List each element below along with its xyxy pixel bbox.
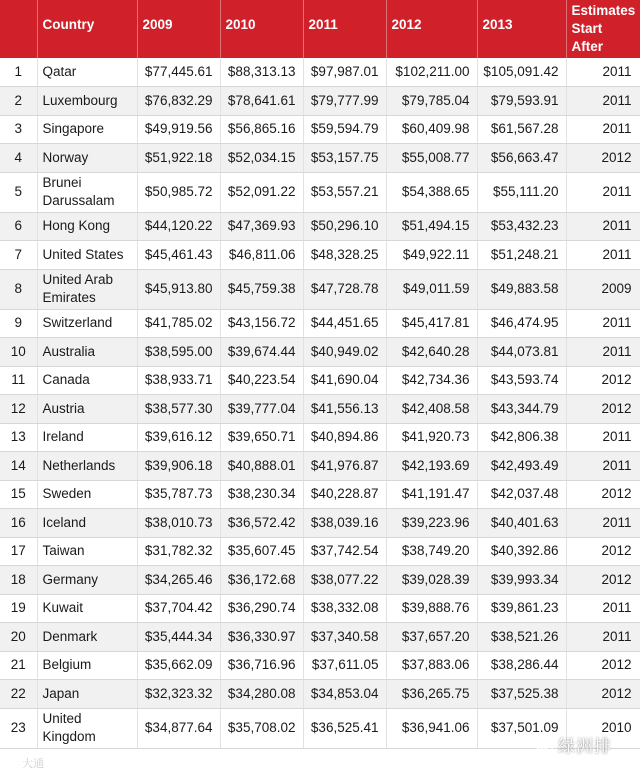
cell-2012: $45,417.81 [386,309,477,338]
cell-country: Luxembourg [37,87,137,116]
cell-2011: $44,451.65 [303,309,386,338]
cell-rank: 4 [0,144,37,173]
cell-2009: $45,461.43 [137,241,220,270]
cell-2011: $38,077.22 [303,566,386,595]
cell-country: Germany [37,566,137,595]
cell-2010: $36,172.68 [220,566,303,595]
cell-2011: $34,853.04 [303,680,386,709]
cell-2012: $36,941.06 [386,708,477,748]
header-2013: 2013 [477,0,566,58]
cell-estimates: 2011 [566,423,640,452]
cell-2009: $38,577.30 [137,395,220,424]
cell-2013: $51,248.21 [477,241,566,270]
cell-2012: $49,922.11 [386,241,477,270]
table-row [0,212,640,241]
cell-country: Singapore [37,115,137,144]
watermark-left: 大通 [22,758,44,770]
cell-rank: 10 [0,338,37,367]
table-row [0,651,640,680]
cell-2013: $39,993.34 [477,566,566,595]
table-row [0,452,640,481]
cell-country: Hong Kong [37,212,137,241]
cell-2010: $47,369.93 [220,212,303,241]
cell-2011: $47,728.78 [303,269,386,309]
cell-2011: $41,690.04 [303,366,386,395]
cell-estimates: 2011 [566,241,640,270]
cell-2012: $102,211.00 [386,58,477,87]
cell-rank: 8 [0,269,37,309]
cell-2009: $76,832.29 [137,87,220,116]
cell-estimates: 2011 [566,509,640,538]
cell-country: Ireland [37,423,137,452]
cell-2009: $35,787.73 [137,480,220,509]
cell-2012: $41,920.73 [386,423,477,452]
cell-2013: $53,432.23 [477,212,566,241]
table-row [0,309,640,338]
cell-country: United Kingdom [37,708,137,748]
cell-2009: $37,704.42 [137,594,220,623]
cell-2010: $39,674.44 [220,338,303,367]
cell-2010: $36,716.96 [220,651,303,680]
cell-2009: $44,120.22 [137,212,220,241]
header-2012: 2012 [386,0,477,58]
cell-estimates: 2011 [566,594,640,623]
header-2009: 2009 [137,0,220,58]
cell-2010: $34,280.08 [220,680,303,709]
cell-country: Sweden [37,480,137,509]
cell-2009: $32,323.32 [137,680,220,709]
cell-country: Netherlands [37,452,137,481]
cell-2011: $37,611.05 [303,651,386,680]
cell-2012: $42,734.36 [386,366,477,395]
table-row [0,241,640,270]
cell-2010: $56,865.16 [220,115,303,144]
cell-2010: $35,708.02 [220,708,303,748]
cell-estimates: 2011 [566,338,640,367]
header-2011: 2011 [303,0,386,58]
watermark-text: 绿洲排 [558,737,612,756]
table-row [0,480,640,509]
cell-2009: $31,782.32 [137,537,220,566]
cell-estimates: 2011 [566,212,640,241]
cell-2012: $41,191.47 [386,480,477,509]
cell-2011: $53,557.21 [303,172,386,212]
cell-rank: 16 [0,509,37,538]
wechat-icon [534,737,554,753]
cell-rank: 1 [0,58,37,87]
cell-2011: $79,777.99 [303,87,386,116]
cell-rank: 9 [0,309,37,338]
cell-2012: $37,657.20 [386,623,477,652]
cell-estimates: 2012 [566,680,640,709]
cell-rank: 3 [0,115,37,144]
cell-2012: $39,028.39 [386,566,477,595]
cell-2013: $46,474.95 [477,309,566,338]
cell-2010: $36,572.42 [220,509,303,538]
cell-2009: $77,445.61 [137,58,220,87]
cell-2009: $38,595.00 [137,338,220,367]
cell-2013: $39,861.23 [477,594,566,623]
table-row [0,623,640,652]
table-row [0,566,640,595]
cell-2013: $42,493.49 [477,452,566,481]
cell-rank: 23 [0,708,37,748]
table-row [0,87,640,116]
cell-2012: $39,223.96 [386,509,477,538]
cell-estimates: 2012 [566,366,640,395]
cell-estimates: 2011 [566,309,640,338]
cell-estimates: 2012 [566,480,640,509]
cell-2009: $34,265.46 [137,566,220,595]
cell-2012: $42,193.69 [386,452,477,481]
cell-estimates: 2012 [566,144,640,173]
cell-country: United Arab Emirates [37,269,137,309]
cell-2013: $38,521.26 [477,623,566,652]
cell-estimates: 2011 [566,172,640,212]
cell-2012: $37,883.06 [386,651,477,680]
table-row [0,366,640,395]
cell-2011: $48,328.25 [303,241,386,270]
cell-country: Brunei Darussalam [37,172,137,212]
header-estimates: Estimates Start After [566,0,640,58]
cell-country: United States [37,241,137,270]
cell-estimates: 2012 [566,537,640,566]
cell-2009: $49,919.56 [137,115,220,144]
cell-rank: 18 [0,566,37,595]
cell-2009: $35,444.34 [137,623,220,652]
cell-2011: $40,894.86 [303,423,386,452]
cell-country: Denmark [37,623,137,652]
cell-2011: $53,157.75 [303,144,386,173]
cell-2011: $37,742.54 [303,537,386,566]
cell-2011: $40,949.02 [303,338,386,367]
cell-2010: $39,650.71 [220,423,303,452]
cell-rank: 12 [0,395,37,424]
cell-2013: $105,091.42 [477,58,566,87]
cell-rank: 6 [0,212,37,241]
cell-country: Australia [37,338,137,367]
cell-2013: $40,401.63 [477,509,566,538]
cell-2013: $56,663.47 [477,144,566,173]
cell-2013: $40,392.86 [477,537,566,566]
cell-2012: $55,008.77 [386,144,477,173]
table-row [0,115,640,144]
table-row [0,509,640,538]
cell-2013: $42,806.38 [477,423,566,452]
cell-2011: $41,976.87 [303,452,386,481]
cell-rank: 15 [0,480,37,509]
cell-rank: 13 [0,423,37,452]
header-row [0,0,640,58]
cell-2010: $78,641.61 [220,87,303,116]
cell-country: Switzerland [37,309,137,338]
cell-2011: $40,228.87 [303,480,386,509]
cell-2013: $61,567.28 [477,115,566,144]
cell-country: Austria [37,395,137,424]
header-2010: 2010 [220,0,303,58]
cell-2011: $38,039.16 [303,509,386,538]
cell-estimates: 2011 [566,87,640,116]
cell-rank: 14 [0,452,37,481]
cell-2010: $38,230.34 [220,480,303,509]
cell-2009: $38,010.73 [137,509,220,538]
cell-2009: $50,985.72 [137,172,220,212]
cell-2013: $37,501.09 [477,708,566,748]
cell-2013: $38,286.44 [477,651,566,680]
cell-estimates: 2011 [566,623,640,652]
cell-2012: $36,265.75 [386,680,477,709]
cell-2012: $79,785.04 [386,87,477,116]
cell-2012: $54,388.65 [386,172,477,212]
cell-2013: $43,593.74 [477,366,566,395]
cell-2013: $44,073.81 [477,338,566,367]
cell-estimates: 2011 [566,115,640,144]
cell-2011: $59,594.79 [303,115,386,144]
cell-country: Kuwait [37,594,137,623]
cell-2011: $97,987.01 [303,58,386,87]
cell-2010: $43,156.72 [220,309,303,338]
cell-2009: $45,913.80 [137,269,220,309]
cell-2010: $39,777.04 [220,395,303,424]
table-row [0,269,640,309]
cell-2010: $40,223.54 [220,366,303,395]
cell-rank: 19 [0,594,37,623]
cell-2012: $42,640.28 [386,338,477,367]
cell-2012: $51,494.15 [386,212,477,241]
cell-country: Qatar [37,58,137,87]
table-body [0,58,640,748]
cell-rank: 22 [0,680,37,709]
cell-estimates: 2012 [566,395,640,424]
cell-2010: $40,888.01 [220,452,303,481]
table-row [0,680,640,709]
cell-2012: $49,011.59 [386,269,477,309]
cell-2011: $37,340.58 [303,623,386,652]
cell-rank: 2 [0,87,37,116]
cell-2011: $36,525.41 [303,708,386,748]
cell-country: Canada [37,366,137,395]
cell-2012: $39,888.76 [386,594,477,623]
cell-2010: $36,290.74 [220,594,303,623]
cell-estimates: 2009 [566,269,640,309]
cell-2010: $45,759.38 [220,269,303,309]
cell-2013: $43,344.79 [477,395,566,424]
cell-2010: $36,330.97 [220,623,303,652]
cell-2010: $35,607.45 [220,537,303,566]
cell-2009: $38,933.71 [137,366,220,395]
cell-rank: 5 [0,172,37,212]
cell-2012: $60,409.98 [386,115,477,144]
cell-2010: $88,313.13 [220,58,303,87]
cell-2011: $50,296.10 [303,212,386,241]
watermark [534,732,612,757]
table-row [0,537,640,566]
table-row [0,338,640,367]
cell-2009: $34,877.64 [137,708,220,748]
cell-country: Taiwan [37,537,137,566]
table-row [0,58,640,87]
cell-rank: 17 [0,537,37,566]
cell-2013: $37,525.38 [477,680,566,709]
table-row [0,172,640,212]
cell-2010: $52,091.22 [220,172,303,212]
cell-country: Belgium [37,651,137,680]
cell-2011: $38,332.08 [303,594,386,623]
cell-estimates: 2012 [566,566,640,595]
cell-estimates: 2011 [566,58,640,87]
table-row [0,423,640,452]
table-row [0,594,640,623]
cell-2013: $79,593.91 [477,87,566,116]
cell-2009: $51,922.18 [137,144,220,173]
cell-estimates: 2010 [566,708,640,748]
cell-rank: 7 [0,241,37,270]
cell-country: Norway [37,144,137,173]
cell-rank: 21 [0,651,37,680]
cell-2012: $42,408.58 [386,395,477,424]
cell-estimates: 2011 [566,452,640,481]
header-rank [0,0,37,58]
cell-country: Japan [37,680,137,709]
cell-2009: $39,906.18 [137,452,220,481]
header-country: Country [37,0,137,58]
cell-2010: $46,811.06 [220,241,303,270]
cell-rank: 11 [0,366,37,395]
table-row [0,144,640,173]
cell-2013: $42,037.48 [477,480,566,509]
cell-2010: $52,034.15 [220,144,303,173]
cell-2011: $41,556.13 [303,395,386,424]
cell-country: Iceland [37,509,137,538]
cell-2009: $41,785.02 [137,309,220,338]
cell-2013: $55,111.20 [477,172,566,212]
cell-estimates: 2012 [566,651,640,680]
cell-2009: $39,616.12 [137,423,220,452]
cell-2009: $35,662.09 [137,651,220,680]
cell-rank: 20 [0,623,37,652]
table-row [0,395,640,424]
cell-2012: $38,749.20 [386,537,477,566]
cell-2013: $49,883.58 [477,269,566,309]
